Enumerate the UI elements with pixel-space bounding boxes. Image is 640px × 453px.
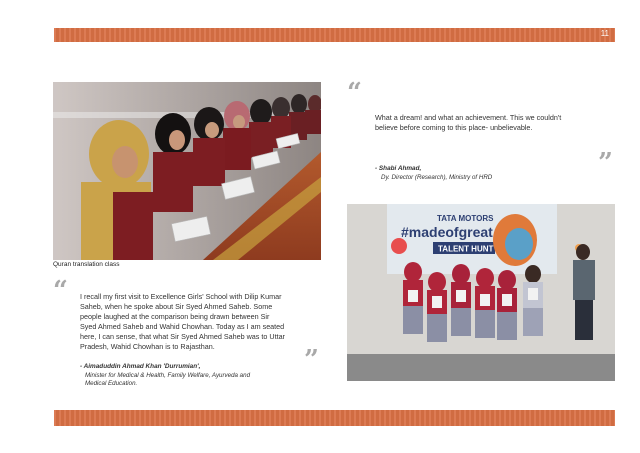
quote-text-line: Saheb, when he spoke about Sir Syed Ahmed Saheb. Some xyxy=(80,302,273,311)
quote-author: - Aimaduddin Ahmad Khan 'Durrumian', xyxy=(80,363,201,370)
page-number: 11 xyxy=(600,29,609,38)
quote-text-line: believe before coming to this place- unbelievable. xyxy=(375,123,533,132)
quote-text-line: here, I can sense, that what Sir Syed Ahmed Saheb was to Uttar xyxy=(80,332,285,341)
open-quote-mark: “ xyxy=(53,276,68,306)
close-quote-mark: ” xyxy=(598,148,613,178)
quote-author-role: Medical Education. xyxy=(85,380,138,387)
talent-hunt-photo xyxy=(347,204,615,381)
quote-author-role: Dy. Director (Research), Ministry of HRD xyxy=(381,174,493,181)
open-quote-mark: “ xyxy=(347,78,362,108)
footer-band xyxy=(54,410,615,426)
banner-title: TALENT HUNT xyxy=(438,244,494,254)
photo-caption: Quran translation class xyxy=(53,261,120,268)
banner-brand: TATA MOTORS xyxy=(437,214,494,223)
quote-text-line: Pradesh, Wahid Chowhan is to Rajasthan. xyxy=(80,342,215,351)
close-quote-mark: ” xyxy=(304,345,319,375)
header-band xyxy=(54,28,615,42)
quote-text-line: What a dream! and what an achievement. This we couldn't xyxy=(375,113,562,122)
quote-text-line: people laughed at the comparison being drawn between Sir xyxy=(80,312,270,321)
quote-text-line: I recall my first visit to Excellence Girls' School with Dilip Kumar xyxy=(80,292,282,301)
banner-hashtag: #madeofgreat xyxy=(401,224,493,240)
quote-author: - Shabi Ahmad, xyxy=(375,165,422,172)
quote-author-role: Minister for Medical & Health, Family Welfare, Ayurveda and xyxy=(85,372,251,379)
quote-text-line: Syed Ahmed Saheb and Wahid Chowhan. Today as I am seated xyxy=(80,322,285,331)
quran-class-photo xyxy=(53,82,321,260)
